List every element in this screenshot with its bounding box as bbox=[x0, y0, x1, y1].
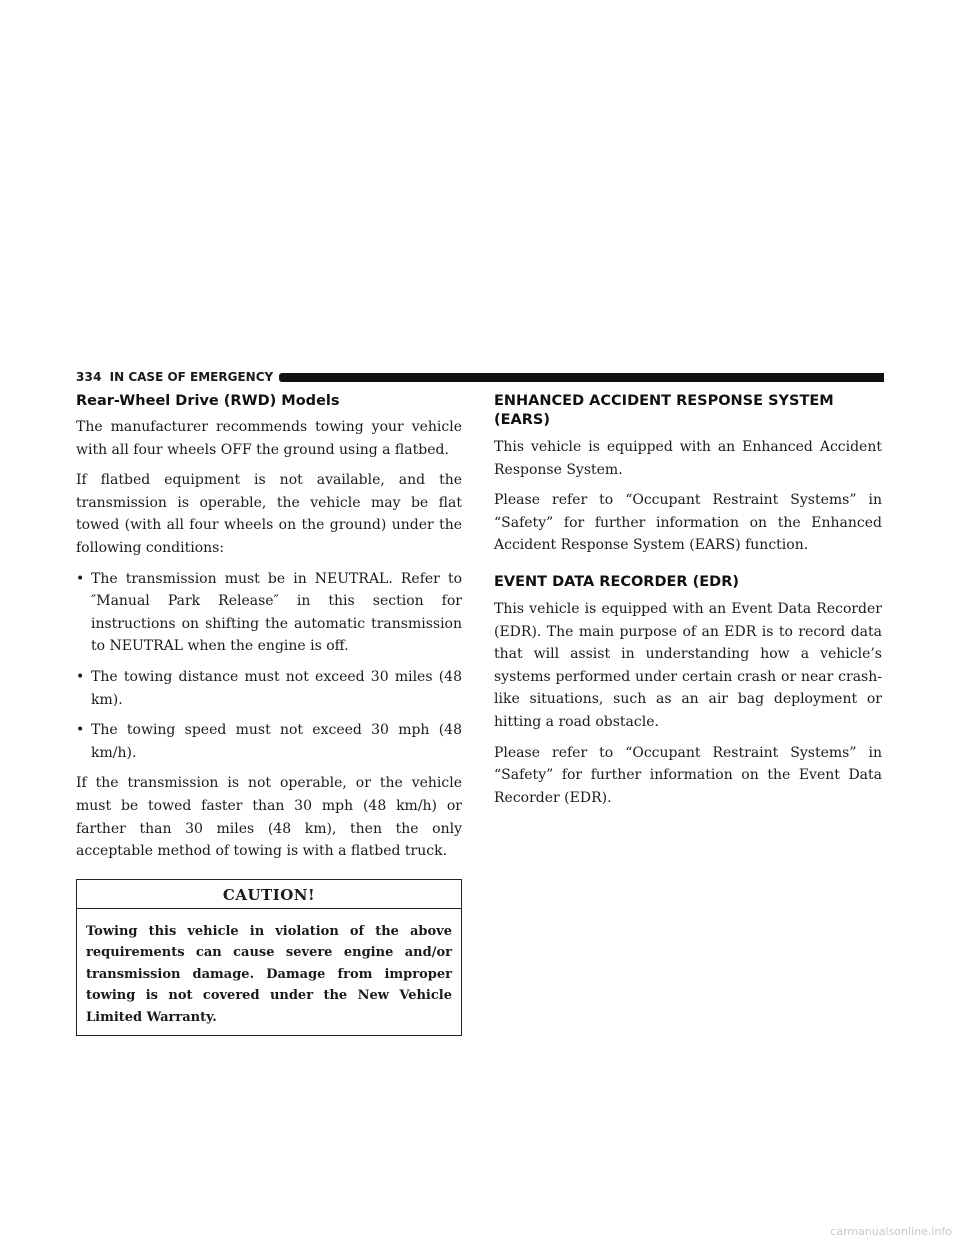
rwd-paragraph-2: If flatbed equipment is not available, and the transmission is operable, the vehicle may be flat towed (with all four wheels on the ground) under the following conditions: bbox=[76, 472, 462, 556]
right-column bbox=[494, 392, 882, 817]
rwd-paragraph-3: If the transmission is not operable, or the vehicle must be towed faster than 30 mph (48 km/h) or farther than 30 miles (48 km), then the only acceptable method of towing is with a flatbed truck. bbox=[76, 775, 462, 860]
edr-paragraph-1: This vehicle is equipped with an Event Data Recorder (EDR). The main purpose of an EDR is to record data that will assist in understanding how a vehicle’s systems performed under certain crash or near crash-like situations, such as an air bag deployment or hitting a road obstacle. bbox=[494, 600, 882, 730]
ears-paragraph-1: This vehicle is equipped with an Enhanced Accident Response System. bbox=[494, 439, 882, 478]
ears-paragraph-2: Please refer to “Occupant Restraint Systems” in “Safety” for further information on the Enhanced Accident Response System (EARS) function. bbox=[494, 492, 882, 554]
list-item: • The transmission must be in NEUTRAL. Refer to ″Manual Park Release″ in this section for instructions on shifting the automatic transmission to NEUTRAL when the engine is off. bbox=[76, 568, 462, 658]
rwd-heading: Rear-Wheel Drive (RWD) Models bbox=[76, 393, 340, 409]
edr-heading: EVENT DATA RECORDER (EDR) bbox=[494, 573, 739, 590]
watermark: carmanualsonline.info bbox=[830, 1225, 952, 1238]
left-column bbox=[76, 392, 462, 1036]
page-header bbox=[76, 369, 884, 385]
ears-heading: ENHANCED ACCIDENT RESPONSE SYSTEM (EARS) bbox=[494, 393, 834, 428]
rwd-paragraph-1: The manufacturer recommends towing your vehicle with all four wheels OFF the ground using a flatbed. bbox=[76, 419, 462, 458]
caution-title: CAUTION! bbox=[77, 880, 461, 909]
page-number: 334 bbox=[76, 370, 102, 384]
caution-box bbox=[76, 879, 462, 1037]
section-title: IN CASE OF EMERGENCY bbox=[109, 370, 274, 384]
edr-paragraph-2: Please refer to “Occupant Restraint Systems” in “Safety” for further information on the Event Data Recorder (EDR). bbox=[494, 744, 882, 806]
towing-conditions-list bbox=[76, 568, 462, 765]
list-item: • The towing distance must not exceed 30 miles (48 km). bbox=[76, 666, 462, 711]
list-item: • The towing speed must not exceed 30 mph (48 km/h). bbox=[76, 719, 462, 764]
caution-body: Towing this vehicle in violation of the above requirements can cause severe engine and/or transmission damage. Damage from improper towing is not covered under the New Vehicle Limited Warranty. bbox=[86, 923, 452, 1025]
header-rule bbox=[279, 373, 884, 382]
